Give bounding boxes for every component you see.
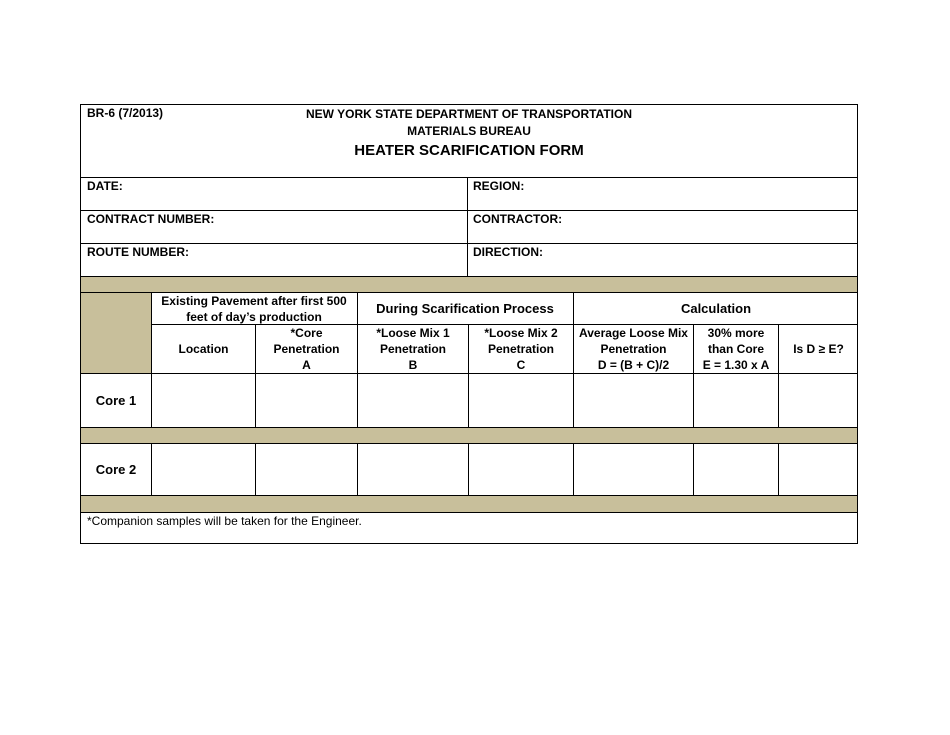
divider bbox=[81, 512, 857, 513]
divider bbox=[81, 443, 857, 444]
column-header-loose-mix-1: *Loose Mix 1 Penetration B bbox=[376, 326, 450, 372]
divider bbox=[81, 373, 857, 374]
footnote: *Companion samples will be taken for the Engineer. bbox=[87, 514, 362, 528]
route-number-field[interactable]: ROUTE NUMBER: bbox=[87, 245, 189, 259]
column-header-average-loose-mix: Average Loose Mix Penetration D = (B + C)/2 bbox=[579, 326, 688, 372]
divider bbox=[693, 443, 694, 495]
divider bbox=[81, 177, 857, 178]
divider bbox=[573, 443, 574, 495]
column-header-loose-mix-2: *Loose Mix 2 Penetration C bbox=[484, 326, 558, 372]
group-header-existing: Existing Pavement after first 500 feet of day’s production bbox=[161, 294, 347, 324]
divider bbox=[468, 443, 469, 495]
shaded-band bbox=[81, 428, 857, 443]
group-header-during: During Scarification Process bbox=[376, 300, 554, 316]
divider bbox=[81, 210, 857, 211]
region-field[interactable]: REGION: bbox=[473, 179, 525, 193]
divider bbox=[468, 324, 469, 427]
shaded-band bbox=[81, 496, 857, 512]
column-header-location: Location bbox=[178, 342, 229, 356]
contract-number-field[interactable]: CONTRACT NUMBER: bbox=[87, 212, 215, 226]
direction-field[interactable]: DIRECTION: bbox=[473, 245, 543, 259]
divider bbox=[357, 443, 358, 495]
form-code: BR-6 (7/2013) bbox=[87, 106, 164, 120]
divider bbox=[81, 243, 857, 244]
form-title: HEATER SCARIFICATION FORM bbox=[354, 142, 584, 159]
shaded-corner bbox=[81, 293, 151, 374]
divider bbox=[573, 293, 574, 427]
divider bbox=[357, 293, 358, 427]
date-field[interactable]: DATE: bbox=[87, 179, 123, 193]
divider bbox=[778, 324, 779, 427]
divider bbox=[693, 324, 694, 427]
divider bbox=[255, 443, 256, 495]
column-header-30-percent: 30% more than Core E = 1.30 x A bbox=[702, 326, 770, 372]
row-label-core-2: Core 2 bbox=[95, 461, 137, 477]
agency-name: NEW YORK STATE DEPARTMENT OF TRANSPORTATION bbox=[306, 107, 632, 121]
bureau-name: MATERIALS BUREAU bbox=[407, 124, 531, 138]
divider bbox=[151, 293, 152, 427]
divider bbox=[778, 443, 779, 495]
heater-scarification-form bbox=[80, 104, 858, 544]
row-label-core-1: Core 1 bbox=[95, 392, 137, 408]
divider bbox=[255, 324, 256, 427]
column-header-is-d-ge-e: Is D ≥ E? bbox=[793, 342, 844, 356]
column-header-core-penetration: *Core Penetration A bbox=[273, 326, 340, 372]
contractor-field[interactable]: CONTRACTOR: bbox=[473, 212, 563, 226]
group-header-calculation: Calculation bbox=[680, 300, 752, 316]
divider bbox=[151, 443, 152, 495]
divider bbox=[467, 177, 468, 276]
shaded-band bbox=[81, 277, 857, 292]
